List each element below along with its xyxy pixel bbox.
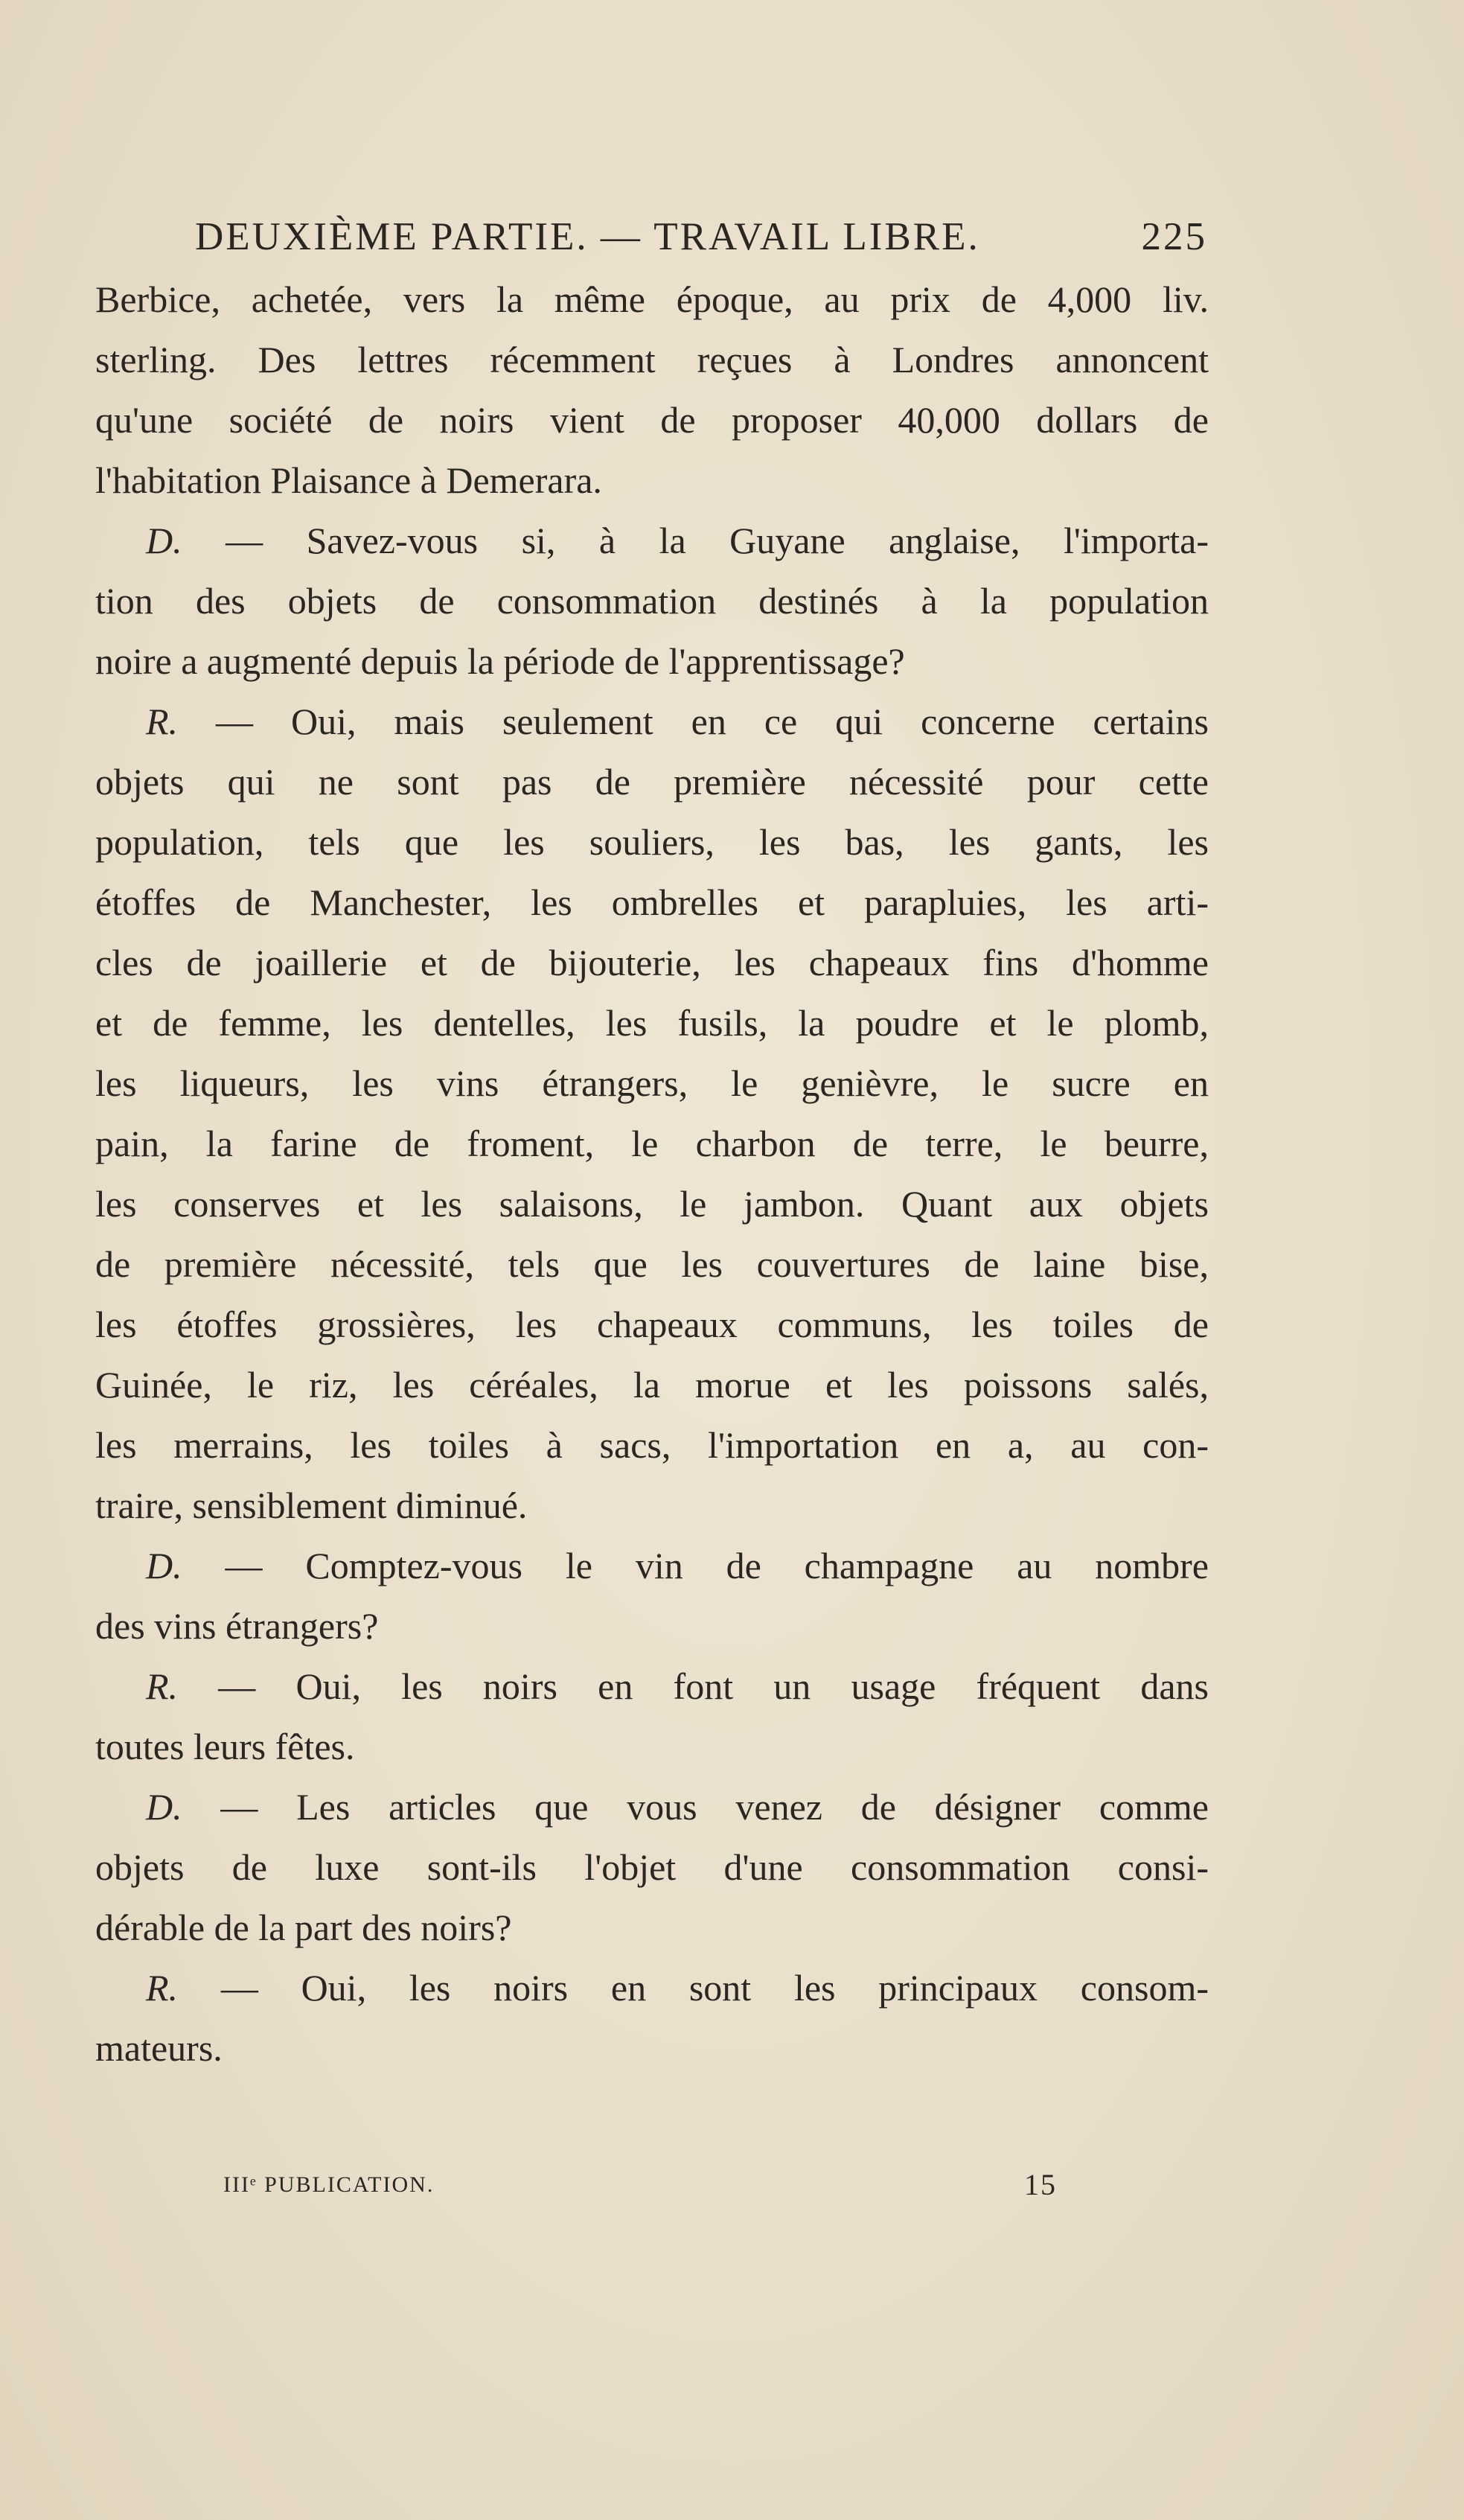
text-line (95, 2018, 1209, 2079)
speaker-label: D. (146, 1545, 182, 1586)
text-line (95, 450, 1209, 511)
running-head (195, 207, 1207, 267)
line-text: tion des objets de consommation destinés à la population (95, 580, 1209, 622)
line-text: — Comptez-vous le vin de champagne au nombre (225, 1545, 1209, 1586)
speaker-label: D. (146, 520, 182, 561)
text-line (95, 692, 1209, 752)
line-text: les conserves et les salaisons, le jambon. Quant aux objets (95, 1183, 1209, 1225)
text-line (95, 1596, 1209, 1656)
text-line (95, 1536, 1209, 1596)
speaker-label: R. (146, 701, 179, 742)
signature-label: IIIᵉ PUBLICATION. (223, 2172, 435, 2197)
line-text: — Oui, les noirs en sont les principaux consom- (220, 1967, 1209, 2009)
text-line (95, 1656, 1209, 1717)
text-line (95, 269, 1209, 330)
line-text: toutes leurs fêtes. (95, 1726, 355, 1767)
line-text: objets qui ne sont pas de première nécessité pour cette (95, 761, 1209, 803)
line-text: dérable de la part des noirs? (95, 1907, 512, 1948)
page-footer (223, 2163, 1057, 2207)
text-line (95, 1234, 1209, 1295)
text-line (95, 1898, 1209, 1958)
text-line (95, 1777, 1209, 1837)
line-text: traire, sensiblement diminué. (95, 1484, 528, 1526)
text-line (95, 873, 1209, 933)
text-line (95, 1114, 1209, 1174)
line-text: pain, la farine de froment, le charbon de terre, le beurre, (95, 1123, 1209, 1164)
text-line (95, 1355, 1209, 1415)
text-line (95, 752, 1209, 812)
line-text: et de femme, les dentelles, les fusils, la poudre et le plomb, (95, 1002, 1209, 1044)
line-text: Guinée, le riz, les céréales, la morue et les poissons salés, (95, 1364, 1209, 1406)
line-text: noire a augmenté depuis la période de l'apprentissage? (95, 640, 905, 682)
line-text: l'habitation Plaisance à Demerara. (95, 459, 602, 501)
line-text: — Les articles que vous venez de désigner comme (220, 1786, 1209, 1828)
text-line (95, 511, 1209, 571)
text-line (95, 1717, 1209, 1777)
text-line (95, 330, 1209, 390)
text-line (95, 1415, 1209, 1476)
line-text: objets de luxe sont-ils l'objet d'une consommation consi- (95, 1846, 1209, 1888)
text-line (95, 812, 1209, 873)
body-text (95, 269, 1209, 2079)
signature-number: 15 (1024, 2168, 1057, 2201)
running-head-title: DEUXIÈME PARTIE. — TRAVAIL LIBRE. (195, 215, 980, 258)
text-line (95, 1174, 1209, 1234)
line-text: — Oui, les noirs en font un usage fréquent dans (218, 1665, 1209, 1707)
page-number: 225 (1141, 215, 1207, 258)
text-line (95, 1958, 1209, 2018)
text-line (95, 631, 1209, 692)
text-line (95, 1476, 1209, 1536)
line-text: — Oui, mais seulement en ce qui concerne certains (216, 701, 1209, 742)
line-text: qu'une société de noirs vient de proposer 40,000 dollars de (95, 399, 1209, 441)
line-text: des vins étrangers? (95, 1605, 379, 1647)
text-line (95, 1295, 1209, 1355)
line-text: — Savez-vous si, à la Guyane anglaise, l'importa- (226, 520, 1209, 561)
line-text: les étoffes grossières, les chapeaux communs, les toiles de (95, 1304, 1209, 1345)
text-line (95, 993, 1209, 1053)
line-text: mateurs. (95, 2027, 223, 2069)
line-text: de première nécessité, tels que les couvertures de laine bise, (95, 1243, 1209, 1285)
line-text: cles de joaillerie et de bijouterie, les chapeaux fins d'homme (95, 942, 1209, 983)
line-text: Berbice, achetée, vers la même époque, au prix de 4,000 liv. (95, 278, 1209, 320)
text-line (95, 1837, 1209, 1898)
text-line (95, 571, 1209, 631)
speaker-label: D. (146, 1786, 182, 1828)
text-line (95, 390, 1209, 450)
speaker-label: R. (146, 1967, 179, 2009)
line-text: population, tels que les souliers, les bas, les gants, les (95, 821, 1209, 863)
line-text: les merrains, les toiles à sacs, l'importation en a, au con- (95, 1424, 1209, 1466)
text-line (95, 1053, 1209, 1114)
line-text: étoffes de Manchester, les ombrelles et parapluies, les arti- (95, 881, 1209, 923)
line-text: les liqueurs, les vins étrangers, le genièvre, le sucre en (95, 1062, 1209, 1104)
line-text: sterling. Des lettres récemment reçues à Londres annoncent (95, 339, 1209, 380)
text-line (95, 933, 1209, 993)
speaker-label: R. (146, 1665, 179, 1707)
